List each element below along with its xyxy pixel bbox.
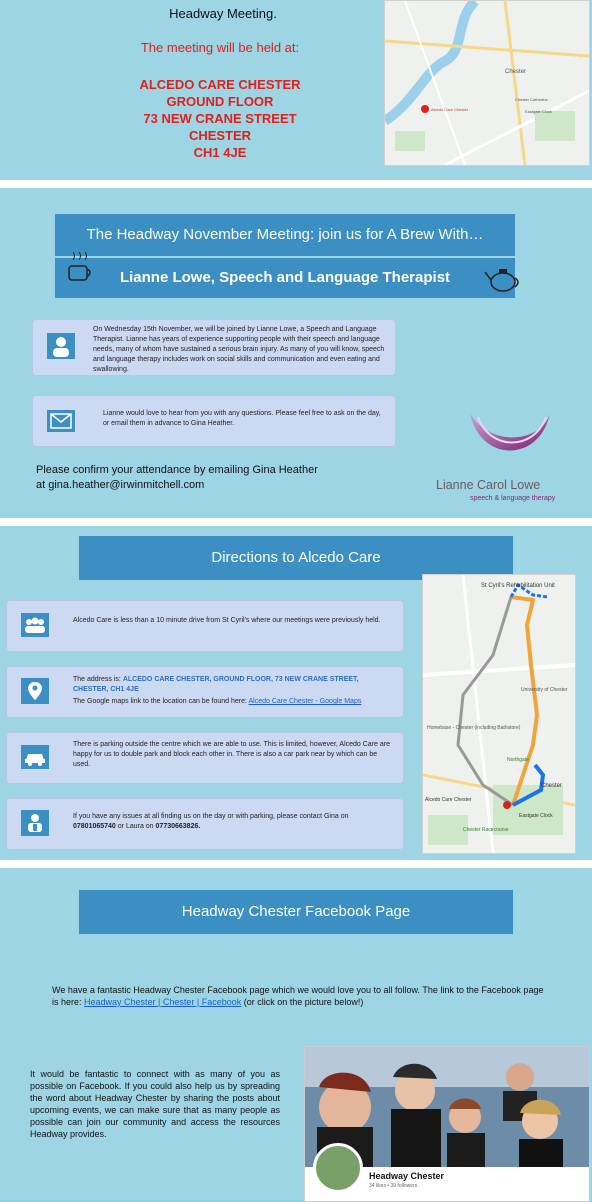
address-line: CH1 4JE — [193, 145, 247, 160]
november-meeting-section — [0, 188, 592, 518]
map-label: Alcedo Care Chester — [431, 107, 469, 112]
route-map[interactable] — [422, 574, 576, 854]
logo-name: Lianne Carol Lowe — [436, 478, 541, 492]
map-label: Chester — [505, 69, 527, 75]
map-label: Homebase - Chester (including Bathstore) — [427, 725, 521, 731]
facebook-intro: We have a fantastic Headway Chester Facebook page which we would love you to all follow. The link to the Facebook page is here: Headway Chester | Chester | Facebook (or click on the picture below!) — [52, 985, 544, 1007]
meeting-heading: Headway Meeting. — [169, 6, 277, 21]
meeting-location-section — [0, 0, 592, 180]
page-stats: 34 likes • 39 followers — [369, 1183, 418, 1189]
route-map-graphic — [423, 575, 575, 853]
address-line: GROUND FLOOR — [166, 94, 274, 109]
group-icon — [21, 613, 49, 637]
facebook-link[interactable]: Headway Chester | Chester | Facebook — [84, 997, 242, 1007]
car-icon — [21, 745, 49, 769]
address-line: ALCEDO CARE CHESTER — [139, 77, 301, 92]
confirm-email[interactable]: at gina.heather@irwinmitchell.com — [36, 479, 205, 491]
map-label: Eastgate Clock — [519, 813, 553, 819]
address-text: The address is: ALCEDO CARE CHESTER, GROUND FLOOR, 73 NEW CRANE STREET, CHESTER, CH1 4JE The Google maps link to the location can be found here: Alcedo Care Chester - Google Maps — [73, 676, 362, 705]
page-name[interactable]: Headway Chester — [369, 1171, 445, 1181]
facebook-page-preview[interactable] — [304, 1046, 590, 1202]
teapot-icon — [483, 258, 523, 298]
map-label: Northgate — [507, 757, 529, 763]
address-line: CHESTER — [188, 128, 252, 143]
drive-info-card — [6, 600, 404, 652]
map-label: Chester Cathedral — [515, 97, 548, 102]
phone-person-icon — [21, 811, 49, 835]
meeting-title: The Headway November Meeting: join us for A Brew With… — [55, 214, 515, 256]
cup-icon — [65, 252, 95, 292]
facebook-title: Headway Chester Facebook Page — [79, 890, 513, 934]
address-line: 73 NEW CRANE STREET — [143, 111, 297, 126]
laura-phone[interactable]: 07730663826. — [155, 823, 201, 830]
directions-section — [0, 526, 592, 860]
section-divider — [0, 860, 592, 868]
logo-subtitle: speech & language therapy — [470, 495, 556, 502]
map-graphic — [385, 1, 589, 165]
speaker-title-bar — [55, 258, 515, 298]
map-label: Eastgate Clock — [525, 109, 552, 114]
map-label: Alcedo Care Chester — [425, 797, 472, 803]
meeting-lead: The meeting will be held at: — [140, 40, 300, 55]
speaker-title: Lianne Lowe, Speech and Language Therapist — [119, 269, 451, 286]
google-maps-link[interactable]: Alcedo Care Chester - Google Maps — [248, 698, 362, 705]
page-avatar[interactable] — [313, 1143, 363, 1193]
person-icon — [47, 334, 75, 358]
map-label: St Cyril's Rehabilitation Unit — [481, 583, 555, 589]
drive-info-text: Alcedo Care is less than a 10 minute drive from St Cyril's where our meetings were previously held. — [73, 617, 381, 624]
attendance-confirm — [36, 463, 318, 493]
confirm-line: Please confirm your attendance by emailing Gina Heather — [36, 464, 318, 476]
section-divider — [0, 180, 592, 188]
questions-card — [32, 395, 396, 447]
questions-text: Lianne would love to hear from you with any questions. Please feel free to ask on the day, or email them in advance to Gina Heather. — [103, 410, 381, 427]
parking-text: There is parking outside the centre which we are able to use. This is limited, however, Alcedo Care are happy for us to double park and block each other in. There is also a car park near by which can be used. — [73, 741, 390, 768]
location-pin-icon — [21, 679, 49, 703]
directions-title: Directions to Alcedo Care — [79, 536, 513, 580]
address-card — [6, 666, 404, 718]
contact-text: If you have any issues at all finding us on the day or with parking, please contact Gina on 07801065740 or Laura on 07730663826. — [73, 813, 349, 830]
envelope-icon — [47, 409, 75, 433]
speaker-info-card — [32, 319, 396, 376]
address-highlight: ALCEDO CARE CHESTER, GROUND FLOOR, 73 NEW CRANE STREET, CHESTER, CH1 4JE — [73, 676, 359, 693]
parking-card — [6, 732, 404, 784]
section-divider — [0, 518, 592, 526]
facebook-paragraph: It would be fantastic to connect with as many of you as possible on Facebook. If you could also help us by spreading the word about Headway Chester by sharing the posts about upcoming events, we can make sure that as many people as possible can join our community and access the resources Headway provides. — [30, 1069, 280, 1139]
location-map[interactable] — [384, 0, 590, 166]
facebook-section — [0, 868, 592, 1200]
map-label: Chester Racecourse — [463, 827, 509, 833]
contact-card — [6, 798, 404, 850]
gina-phone[interactable]: 07801065740 — [73, 823, 116, 830]
map-label: Chester — [541, 783, 563, 789]
map-label: University of Chester — [521, 687, 568, 693]
speaker-info-text: On Wednesday 15th November, we will be joined by Lianne Lowe, a Speech and Language Therapist. Lianne has years of experience supporting people with their speech and language needs, many of whom have sustained a serious brain injury. As many of you will know, speech and language therapy includes work on social skills and communication and even eating and swallowing. — [93, 326, 385, 373]
